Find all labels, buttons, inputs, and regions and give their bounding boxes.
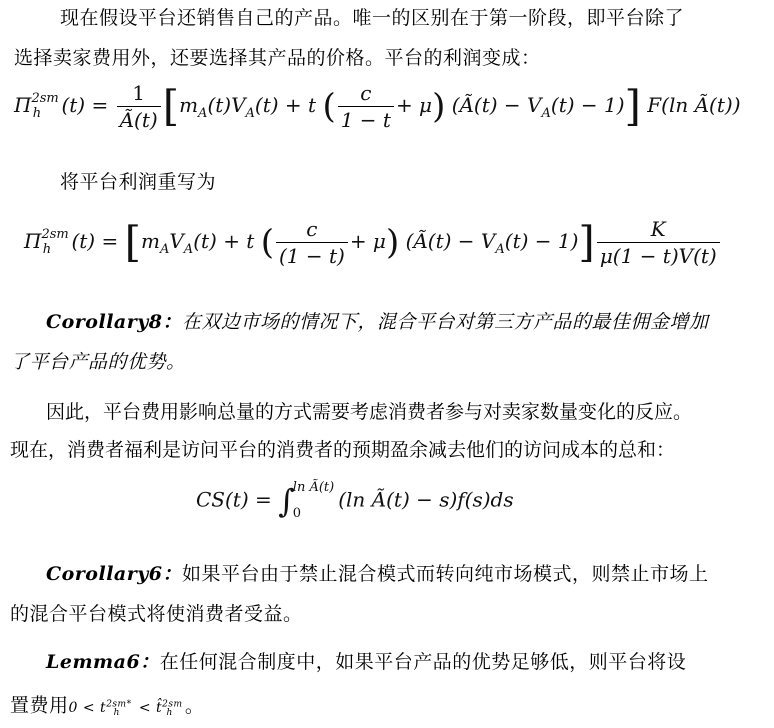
lemma6-ineq-mid: < t̂ xyxy=(133,699,163,716)
eq3-lower: 0 xyxy=(292,506,302,521)
eq1-frac-den: Ã(t) xyxy=(119,108,158,132)
corollary8-line1 xyxy=(46,308,709,336)
equation-2 xyxy=(24,216,722,269)
eq1-close-bracket: ] xyxy=(624,81,641,131)
eq2-close-bracket: ] xyxy=(578,217,595,267)
eq2-paren-tail: (t) − 1) xyxy=(504,229,579,253)
eq2-close-paren: ) xyxy=(385,222,400,263)
eq1-paren-expr: (Ã(t) − V xyxy=(451,93,542,117)
lemma6-label: Lemma6： xyxy=(46,651,160,673)
lemma6-suffix: 。 xyxy=(184,694,205,717)
eq2-kfrac-num: K xyxy=(597,216,720,243)
eq3-lhs: CS(t) = xyxy=(196,487,279,512)
lemma6-ineq-sup2: 2sm xyxy=(162,699,183,709)
eq2-paren-sub: A xyxy=(495,242,505,257)
eq2-cfrac-den: (1 − t) xyxy=(278,244,345,268)
corollary6-line1 xyxy=(46,560,709,588)
para3-line2: 现在，消费者福利是访问平台的消费者的预期盈余减去他们的访问成本的总和： xyxy=(10,439,676,461)
lemma6-text1: 在任何混合制度中，如果平台产品的优势足够低，则平台将设 xyxy=(159,651,687,673)
lemma6-prefix: 置费用 xyxy=(10,694,69,717)
eq2-paren-expr: (Ã(t) − V xyxy=(405,229,496,253)
lemma6-ineq xyxy=(68,699,183,719)
lemma6-ineq-sub1: h xyxy=(113,708,120,719)
eq1-term1-sub: A xyxy=(198,106,208,121)
para2-text: 将平台利润重写为 xyxy=(60,171,217,193)
eq2-term1-sub: A xyxy=(159,242,170,257)
eq1-paren-tail: (t) − 1) xyxy=(550,93,625,117)
para1-line1: 现在假设平台还销售自己的产品。唯一的区别在于第一阶段，即平台除了 xyxy=(60,7,685,29)
eq1-close-paren: ) xyxy=(432,86,446,127)
equation-1 xyxy=(14,80,741,133)
eq1-arg: (t) = xyxy=(61,93,109,117)
eq2-mu: + μ xyxy=(349,229,386,253)
eq1-open-paren: ( xyxy=(322,86,336,127)
corollary6-text1: 如果平台由于禁止混合模式而转向纯市场模式，则禁止市场上 xyxy=(182,563,709,585)
eq1-cfrac-num: c xyxy=(338,80,394,107)
lemma6-ineq-sub2: h xyxy=(166,708,173,719)
eq3-body: (ln Ã(t) − s)f(s)ds xyxy=(338,487,514,512)
eq1-tail: F(ln Ã(t)) xyxy=(647,93,741,117)
eq2-sub: h xyxy=(42,242,52,257)
eq1-mu: + μ xyxy=(395,93,433,117)
corollary8-label: Corollary8： xyxy=(46,311,182,333)
eq1-term1: m xyxy=(179,93,199,117)
eq1-c-fraction xyxy=(338,80,394,133)
eq1-paren-sub: A xyxy=(541,106,551,121)
eq2-term1: m xyxy=(140,229,160,253)
lemma6-line1 xyxy=(46,648,686,676)
eq1-frac-num: 1 xyxy=(117,80,161,107)
corollary6-label: Corollary6： xyxy=(46,563,182,585)
eq2-term1-rest: (t) + t xyxy=(193,229,255,253)
eq2-open-paren: ( xyxy=(260,222,274,263)
eq1-term2-sub: A xyxy=(245,106,255,121)
eq1-open-bracket: [ xyxy=(162,81,180,131)
eq3-upper: ln Ã(t) xyxy=(292,480,335,495)
eq2-lhs: Π xyxy=(24,229,42,253)
eq1-term2-rest: (t) + t xyxy=(254,93,317,117)
eq3-limits xyxy=(293,480,334,522)
eq2-cfrac-num: c xyxy=(276,216,348,243)
corollary6-line2: 的混合平台模式将使消费者受益。 xyxy=(10,603,303,625)
eq2-kfrac-den: μ(1 − t)V(t) xyxy=(599,244,717,268)
eq2-open-bracket: [ xyxy=(124,217,141,267)
eq2-k-fraction xyxy=(597,216,720,269)
eq2-term1-mid: V xyxy=(169,229,184,253)
lemma6-ineq-sup1: 2sm* xyxy=(106,699,132,709)
eq3-integral: ∫ xyxy=(278,482,295,520)
equation-3 xyxy=(196,480,514,522)
corollary8-line2: 了平台产品的优势。 xyxy=(10,351,186,373)
eq2-sup: 2sm xyxy=(41,227,69,242)
lemma6-line2 xyxy=(10,690,204,727)
para3-line1: 因此，平台费用影响总量的方式需要考虑消费者参与对卖家数量变化的反应。 xyxy=(46,401,693,423)
para1-line2: 选择卖家费用外，还要选择其产品的价格。平台的利润变成： xyxy=(14,47,541,69)
eq2-term1-sub2: A xyxy=(183,242,194,257)
eq1-sub: h xyxy=(32,106,42,121)
eq1-lhs: Π xyxy=(14,93,32,117)
corollary8-text1: 在双边市场的情况下，混合平台对第三方产品的最佳佣金增加 xyxy=(182,311,709,333)
eq1-sup: 2sm xyxy=(31,91,59,106)
eq2-arg: (t) = xyxy=(71,229,119,253)
lemma6-ineq-zero: 0 < t xyxy=(68,699,107,716)
eq1-cfrac-den: 1 − t xyxy=(340,108,391,132)
eq2-c-fraction xyxy=(276,216,348,269)
eq1-term1-rest: (t)V xyxy=(207,93,246,117)
eq1-fraction xyxy=(117,80,161,133)
